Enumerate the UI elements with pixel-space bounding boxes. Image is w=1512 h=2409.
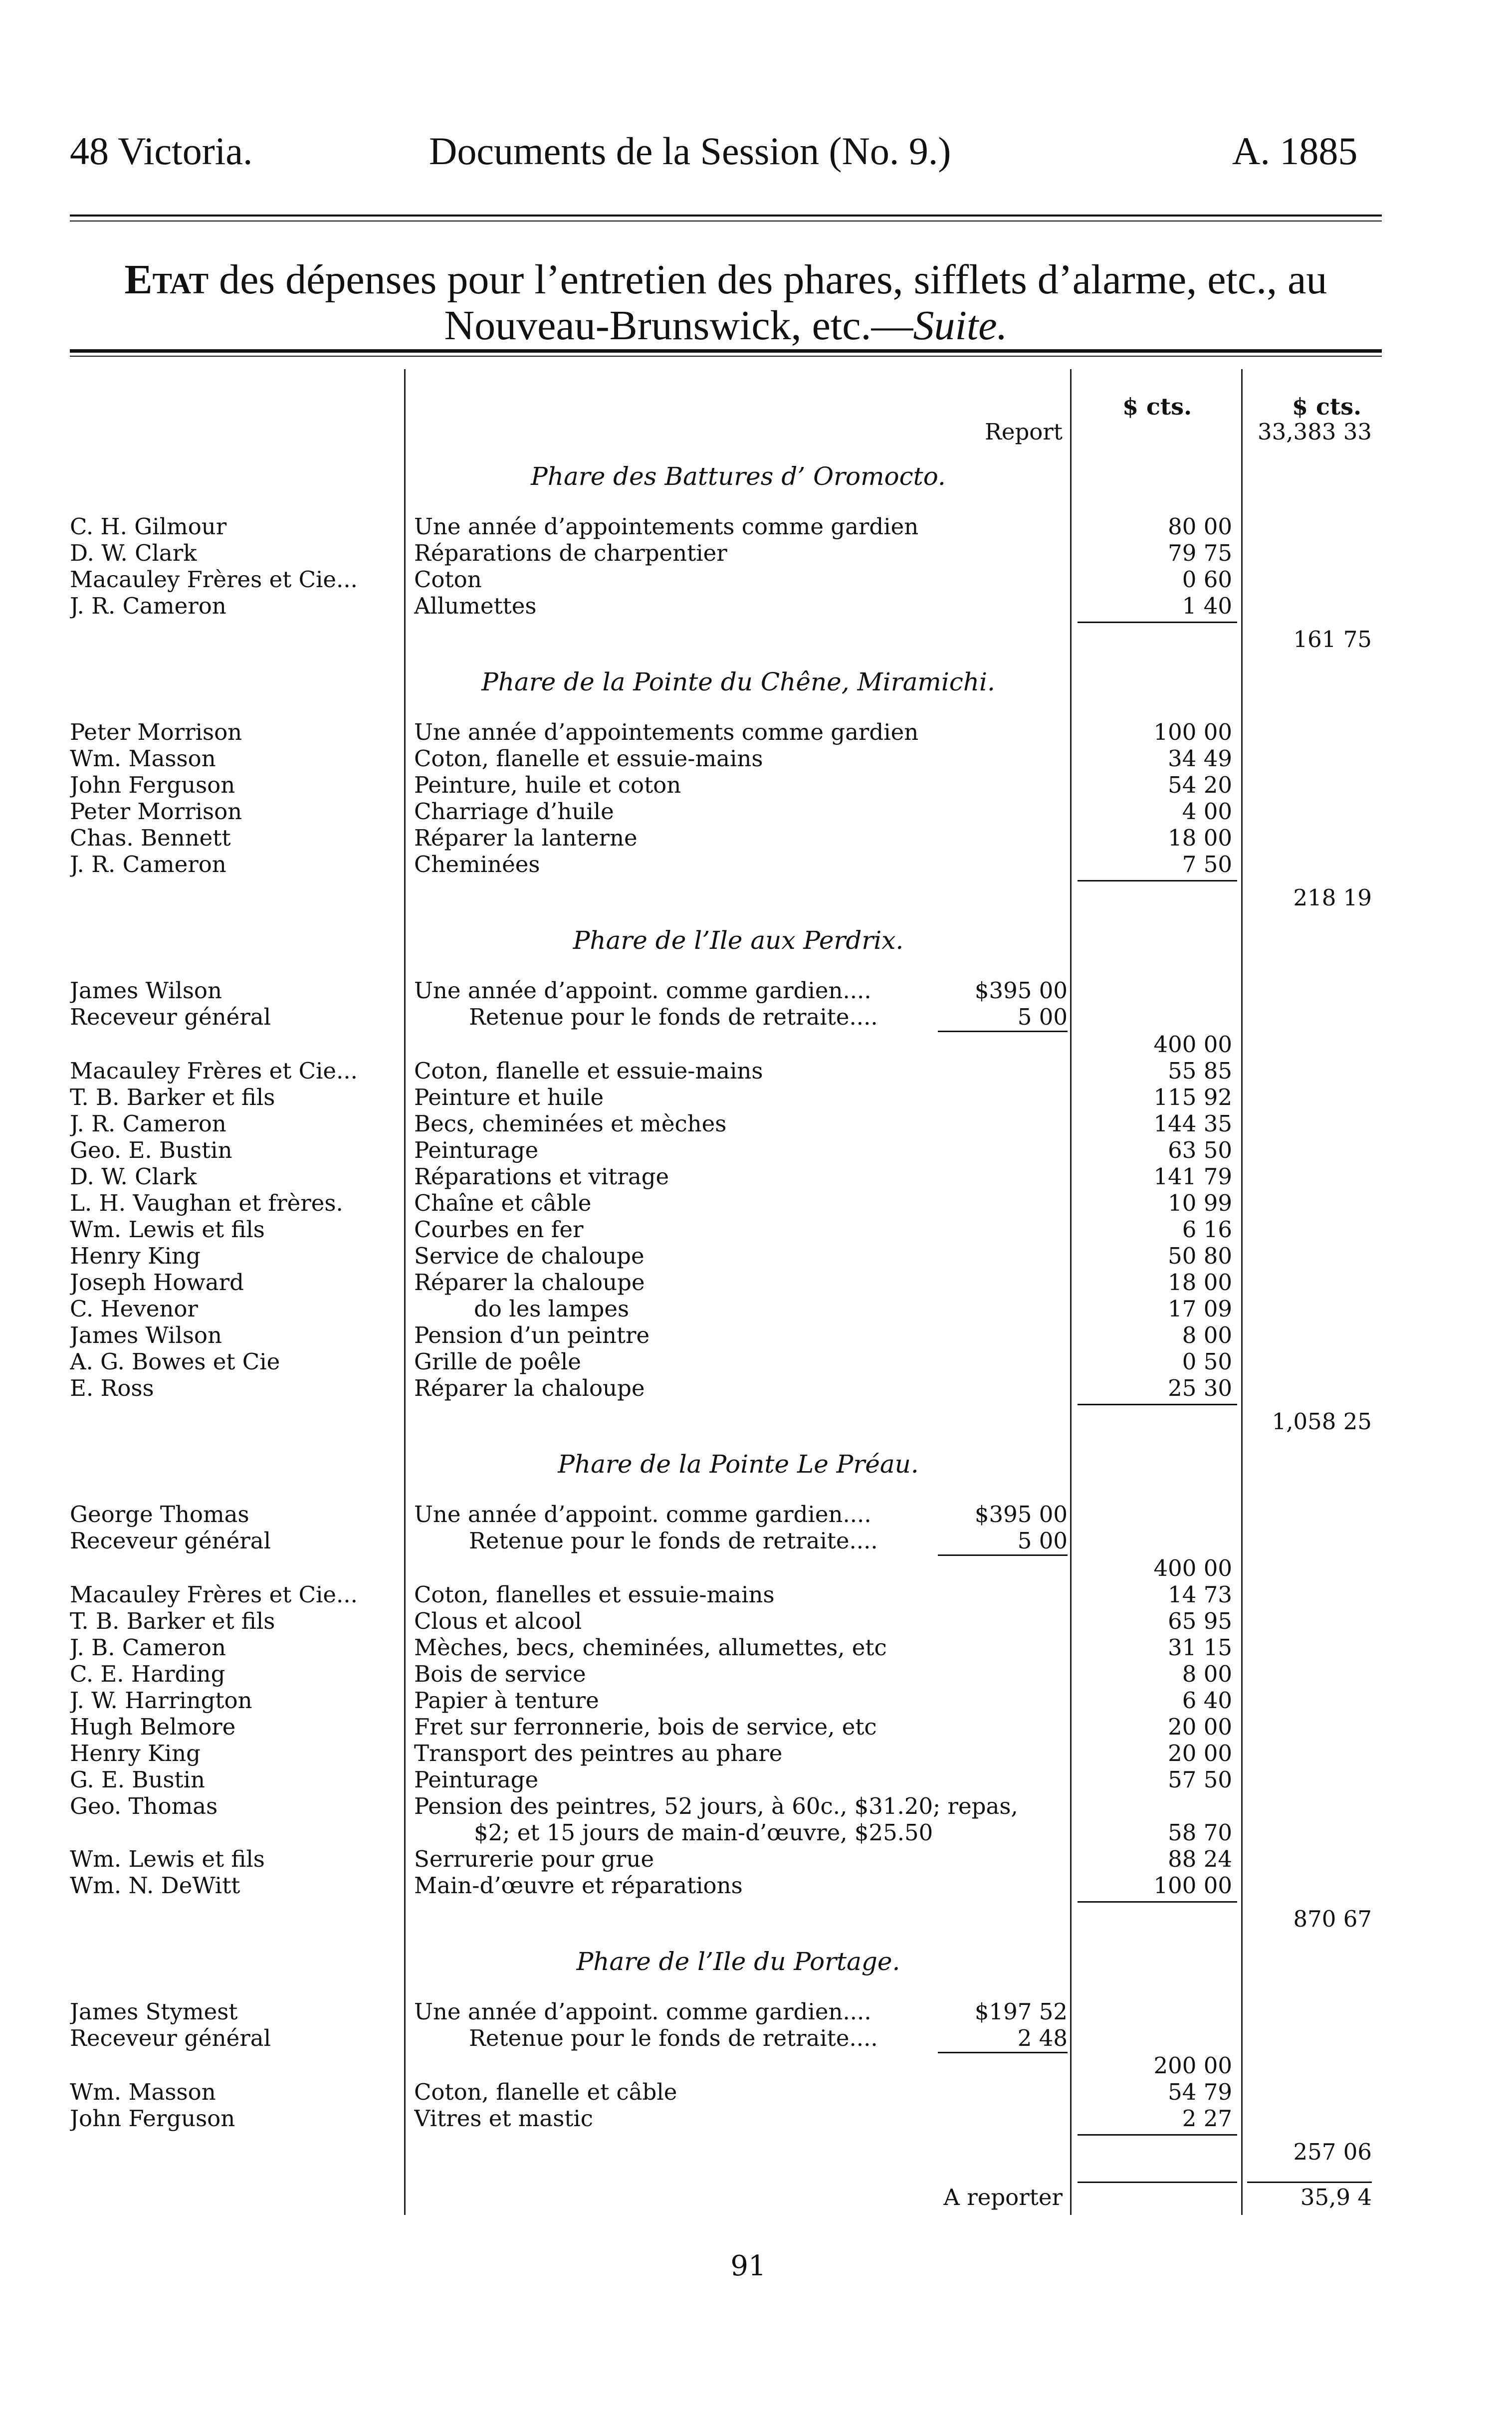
expense-amount: 0 50 [1182,1348,1232,1375]
ledger-row [0,2106,1512,2132]
column-header-amounts: $ cts. [1122,393,1192,420]
ledger-row [0,2079,1512,2105]
ledger-row [0,1767,1512,1793]
payee-name: T. B. Barker et fils [70,1608,275,1634]
expense-desc: Becs, cheminées et mèches [414,1111,727,1137]
section-title: Phare de la Pointe du Chêne, Miramichi. [481,667,995,696]
ledger-row [0,2053,1512,2079]
expense-desc: Grille de poêle [414,1349,581,1375]
expense-amount: 0 60 [1182,566,1232,593]
retenue-desc: Retenue pour le fonds de retraite.... [469,1004,878,1030]
header-right: A. 1885 [1232,129,1358,173]
payee-name: Peter Morrison [70,799,242,825]
expense-amount: 63 50 [1168,1137,1232,1163]
expense-desc: Une année d’appointements comme gardien [414,719,919,745]
payee-name: C. E. Harding [70,1661,225,1687]
net-salary-amount: 200 00 [1153,2052,1232,2079]
expense-amount: 7 50 [1182,851,1232,877]
payee-name: Wm. N. DeWitt [70,1873,240,1899]
ledger-row [0,1528,1512,1554]
net-salary-amount: 400 00 [1153,1031,1232,1058]
title-line1: des dépenses pour l’entretien des phares, sifflets d’alarme, etc., au [219,256,1327,303]
report-label: Report [984,419,1063,445]
payee-name: Wm. Lewis et fils [70,1217,265,1243]
expense-desc: Pension d’un peintre [414,1322,650,1348]
header-left: 48 Victoria. [70,129,253,173]
retenue-amount: 5 00 [1017,1004,1068,1030]
expense-desc: Charriage d’huile [414,799,614,825]
ledger-row [0,1999,1512,2025]
expense-amount: 54 79 [1168,2079,1232,2105]
ledger-row [0,1555,1512,1581]
payee-name: Henry King [70,1741,201,1766]
ledger-row [0,1164,1512,1190]
expense-amount: 10 99 [1168,1190,1232,1216]
ledger-row [0,885,1512,911]
section-sum-rule [1078,622,1237,623]
expense-amount: 57 50 [1168,1766,1232,1793]
ledger-row [0,1296,1512,1322]
expense-amount: 50 80 [1168,1243,1232,1269]
expense-desc: Coton [414,567,482,593]
salary-desc: Une année d’appoint. comme gardien.... [414,978,871,1004]
expense-desc: Réparations et vitrage [414,1164,669,1190]
ledger-row [0,1688,1512,1714]
ledger-row [0,1741,1512,1766]
section-total: 161 75 [1293,626,1372,653]
ledger-row [0,1111,1512,1137]
expense-desc: Serrurerie pour grue [414,1846,654,1872]
expense-desc: Peinturage [414,1767,539,1793]
retenue-desc: Retenue pour le fonds de retraite.... [469,1528,878,1554]
expense-desc: Réparer la chaloupe [414,1375,645,1401]
payee-name: Joseph Howard [70,1270,244,1296]
section-total: 1,058 25 [1272,1408,1372,1435]
title-rule-1 [70,349,1382,353]
section-sum-rule [1078,2134,1237,2136]
ledger-row [0,627,1512,653]
ledger-row [0,1270,1512,1296]
payee-name: Wm. Masson [70,2079,216,2105]
payee-name: James Wilson [70,1322,222,1348]
expense-amount: 80 00 [1168,513,1232,540]
payee-name: A. G. Bowes et Cie [70,1349,280,1375]
retenue-name: Receveur général [70,1004,271,1030]
expense-amount: 20 00 [1168,1714,1232,1740]
payee-name: Macauley Frères et Cie... [70,1582,358,1608]
section-sum-rule [1078,1901,1237,1903]
salary-desc: Une année d’appoint. comme gardien.... [414,1999,871,2025]
section-title: Phare de l’Ile aux Perdrix. [573,926,904,955]
payee-name: Peter Morrison [70,719,242,745]
expense-amount: 8 00 [1182,1322,1232,1348]
header-rule-1 [70,215,1382,217]
payee-name: Wm. Masson [70,746,216,772]
ledger-row [0,419,1512,445]
ledger-row [0,1906,1512,1932]
expense-desc: do les lampes [474,1296,630,1322]
page-number: 91 [730,2250,766,2282]
expense-desc: Clous et alcool [414,1608,582,1634]
ledger-row [0,1409,1512,1435]
payee-name: T. B. Barker et fils [70,1085,275,1110]
expense-desc: Peinturage [414,1137,539,1163]
title-line2: Nouveau-Brunswick, etc.— [444,302,913,349]
expense-desc: Service de chaloupe [414,1243,645,1269]
ledger-row [0,1058,1512,1084]
ledger-row [0,1004,1512,1030]
section-total: 218 19 [1293,884,1372,911]
retenue-amount: 2 48 [1017,2025,1068,2051]
payee-name: L. H. Vaughan et frères. [70,1190,343,1216]
payee-name: John Ferguson [70,2106,235,2132]
payee-name: G. E. Bustin [70,1767,206,1793]
expense-desc: Coton, flanelle et essuie-mains [414,1058,763,1084]
salary-desc: Une année d’appoint. comme gardien.... [414,1502,871,1528]
payee-name: John Ferguson [70,772,235,798]
header-rule-2 [70,220,1382,221]
ledger-row [0,1793,1512,1819]
ledger-row [0,1085,1512,1110]
expense-amount: 20 00 [1168,1740,1232,1766]
expense-desc: Chaîne et câble [414,1190,592,1216]
payee-name: J. W. Harrington [70,1688,252,1714]
expense-desc: Pension des peintres, 52 jours, à 60c., $31.20; repas, [414,1793,1018,1819]
expense-desc: Fret sur ferronnerie, bois de service, etc [414,1714,877,1740]
expense-desc: Coton, flanelle et câble [414,2079,677,2105]
ledger-row [0,1608,1512,1634]
payee-name: J. R. Cameron [70,593,226,619]
ledger-row [0,772,1512,798]
expense-desc: Papier à tenture [414,1688,599,1714]
expense-amount: 100 00 [1153,1872,1232,1899]
salary-amount: $197 52 [974,1998,1068,2025]
ledger-row [0,825,1512,851]
expense-desc: Allumettes [414,593,537,619]
ledger-row [0,540,1512,566]
expense-amount: 34 49 [1168,745,1232,772]
expense-desc: Réparer la chaloupe [414,1270,645,1296]
payee-name: Henry King [70,1243,201,1269]
expense-amount: 8 00 [1182,1661,1232,1687]
ledger-row [0,1502,1512,1528]
section-sum-rule [1078,1404,1237,1405]
ledger-row [0,1032,1512,1058]
expense-desc: Une année d’appointements comme gardien [414,514,919,540]
retenue-amount: 5 00 [1017,1528,1068,1554]
expense-amount: 6 16 [1182,1216,1232,1243]
ledger-row [0,1375,1512,1401]
section-sum-rule [1078,880,1237,881]
section-title: Phare des Battures d’ Oromocto. [531,462,946,491]
page-title [70,257,1382,349]
ledger-row [0,2139,1512,2165]
section-title: Phare de l’Ile du Portage. [576,1947,900,1976]
expense-desc: $2; et 15 jours de main-d’œuvre, $25.50 [474,1820,933,1846]
ledger-row [0,1349,1512,1375]
expense-desc: Coton, flanelles et essuie-mains [414,1582,775,1608]
ledger-row [0,567,1512,593]
header-center: Documents de la Session (No. 9.) [429,129,951,173]
payee-name: Geo. Thomas [70,1793,218,1819]
payee-name: Chas. Bennett [70,825,231,851]
ledger-row [0,1243,1512,1269]
keeper-name: George Thomas [70,1502,249,1528]
expense-amount: 58 70 [1168,1819,1232,1846]
a-reporter-amount: 35,9 4 [1300,2184,1372,2210]
expense-desc: Courbes en fer [414,1217,584,1243]
payee-name: C. H. Gilmour [70,514,227,540]
expense-amount: 100 00 [1153,719,1232,745]
expense-desc: Bois de service [414,1661,586,1687]
salary-amount: $395 00 [974,977,1068,1004]
section-total: 870 67 [1293,1906,1372,1932]
ledger-row [0,1190,1512,1216]
payee-name: J. R. Cameron [70,852,226,877]
payee-name: E. Ross [70,1375,154,1401]
payee-name: Hugh Belmore [70,1714,236,1740]
ledger-row [0,1137,1512,1163]
expense-amount: 25 30 [1168,1375,1232,1401]
expense-amount: 14 73 [1168,1581,1232,1608]
column-header-totals: $ cts. [1292,393,1362,420]
ledger-row [0,514,1512,540]
expense-amount: 79 75 [1168,540,1232,566]
keeper-name: James Stymest [70,1999,238,2025]
expense-amount: 1 40 [1182,593,1232,619]
ledger-row [0,1582,1512,1608]
expense-amount: 141 79 [1153,1163,1232,1190]
retenue-name: Receveur général [70,1528,271,1554]
payee-name: C. Hevenor [70,1296,198,1322]
expense-amount: 2 27 [1182,2105,1232,2132]
ledger-row [0,852,1512,877]
title-rule-2 [70,356,1382,357]
expense-desc: Transport des peintres au phare [414,1741,783,1766]
ledger-row [0,2185,1512,2210]
ledger-row [0,719,1512,745]
section-title: Phare de la Pointe Le Préau. [558,1450,919,1479]
section-total: 257 06 [1293,2139,1372,2165]
payee-name: J. B. Cameron [70,1635,226,1661]
payee-name: Macauley Frères et Cie... [70,567,358,593]
ledger-row [0,1846,1512,1872]
payee-name: Geo. E. Bustin [70,1137,232,1163]
final-rule-amounts [1078,2182,1237,2183]
retenue-name: Receveur général [70,2025,271,2051]
ledger-row [0,1714,1512,1740]
expense-desc: Réparations de charpentier [414,540,727,566]
expense-desc: Cheminées [414,852,540,877]
expense-desc: Main-d’œuvre et réparations [414,1873,743,1899]
expense-amount: 54 20 [1168,772,1232,798]
ledger-row [0,2025,1512,2051]
final-rule-totals [1247,2182,1372,2183]
expense-amount: 4 00 [1182,798,1232,825]
net-salary-amount: 400 00 [1153,1555,1232,1581]
expense-amount: 6 40 [1182,1687,1232,1714]
a-reporter-label: A reporter [943,2185,1063,2210]
expense-amount: 18 00 [1168,825,1232,851]
keeper-name: James Wilson [70,978,222,1004]
payee-name: Wm. Lewis et fils [70,1846,265,1872]
expense-amount: 115 92 [1153,1084,1232,1110]
expense-desc: Mèches, becs, cheminées, allumettes, etc [414,1635,887,1661]
expense-amount: 65 95 [1168,1608,1232,1634]
title-line2-italic: Suite. [913,302,1008,349]
ledger-row [0,978,1512,1004]
ledger-row [0,1873,1512,1899]
report-amount: 33,383 33 [1257,419,1372,445]
ledger-row [0,1217,1512,1243]
expense-amount: 17 09 [1168,1296,1232,1322]
ledger-row [0,799,1512,825]
ledger-row [0,1661,1512,1687]
ledger-row [0,1322,1512,1348]
expense-desc: Coton, flanelle et essuie-mains [414,746,763,772]
expense-amount: 18 00 [1168,1269,1232,1296]
expense-amount: 31 15 [1168,1634,1232,1661]
retenue-desc: Retenue pour le fonds de retraite.... [469,2025,878,2051]
expense-desc: Vitres et mastic [414,2106,594,2132]
payee-name: D. W. Clark [70,1164,197,1190]
expense-desc: Peinture et huile [414,1085,604,1110]
expense-amount: 144 35 [1153,1110,1232,1137]
ledger-row [0,593,1512,619]
ledger-row [0,1820,1512,1846]
payee-name: J. R. Cameron [70,1111,226,1137]
expense-amount: 55 85 [1168,1058,1232,1084]
title-lead: Etat [124,256,209,303]
expense-desc: Peinture, huile et coton [414,772,681,798]
expense-amount: 88 24 [1168,1846,1232,1872]
payee-name: Macauley Frères et Cie... [70,1058,358,1084]
expense-desc: Réparer la lanterne [414,825,638,851]
ledger-row [0,746,1512,772]
payee-name: D. W. Clark [70,540,197,566]
ledger-row [0,1635,1512,1661]
salary-amount: $395 00 [974,1501,1068,1528]
